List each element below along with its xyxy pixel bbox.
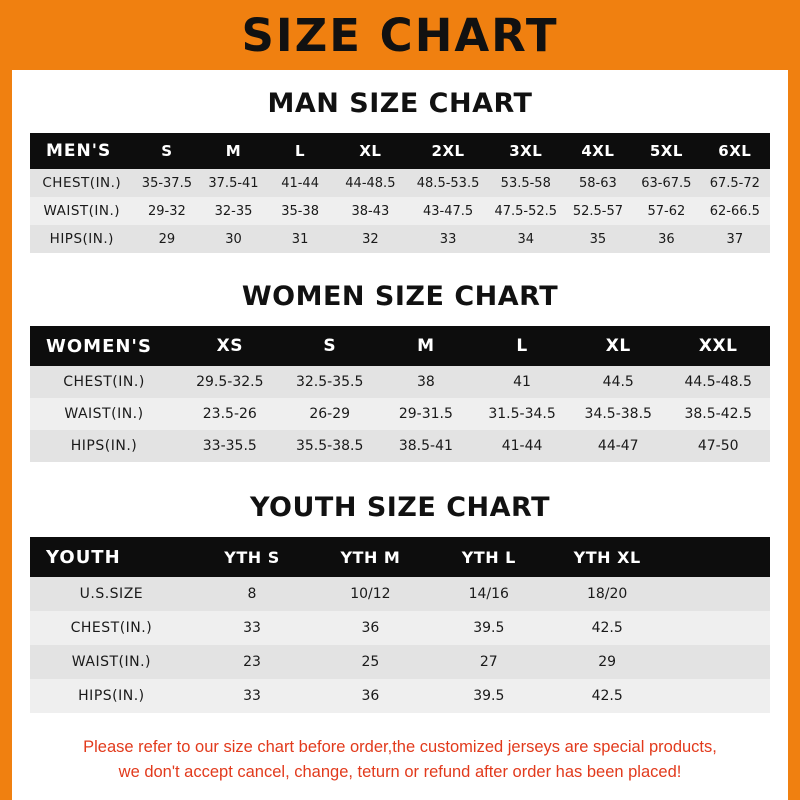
- man-cell: 58-63: [563, 169, 633, 197]
- youth-cell: 42.5: [548, 611, 666, 645]
- man-header-cell: 6XL: [700, 133, 770, 169]
- youth-cell: 42.5: [548, 679, 666, 713]
- man-header-cell: M: [200, 133, 267, 169]
- women-cell: 44.5-48.5: [666, 366, 770, 398]
- women-row-label: CHEST(IN.): [30, 366, 178, 398]
- man-header-cell: 5XL: [633, 133, 700, 169]
- man-row-label: CHEST(IN.): [30, 169, 134, 197]
- women-cell: 35.5-38.5: [282, 430, 378, 462]
- table-row: [30, 577, 770, 611]
- women-row-label: WAIST(IN.): [30, 398, 178, 430]
- man-cell: 35-38: [267, 197, 334, 225]
- women-cell: 38.5-41: [378, 430, 474, 462]
- table-header-row: [30, 326, 770, 366]
- women-header-label: WOMEN'S: [30, 326, 178, 366]
- man-row-label: HIPS(IN.): [30, 225, 134, 253]
- women-cell: 44.5: [570, 366, 666, 398]
- man-cell: 35-37.5: [134, 169, 201, 197]
- order-policy-note: [30, 735, 770, 785]
- man-cell: 52.5-57: [563, 197, 633, 225]
- women-cell: 38: [378, 366, 474, 398]
- man-cell: 30: [200, 225, 267, 253]
- women-cell: 38.5-42.5: [666, 398, 770, 430]
- man-cell: 37.5-41: [200, 169, 267, 197]
- youth-row-label: HIPS(IN.): [30, 679, 193, 713]
- man-cell: 38-43: [333, 197, 407, 225]
- women-size-table: [30, 326, 770, 462]
- women-cell: 23.5-26: [178, 398, 282, 430]
- women-cell: 34.5-38.5: [570, 398, 666, 430]
- women-cell: 33-35.5: [178, 430, 282, 462]
- youth-size-table: [30, 537, 770, 713]
- chart-content: [12, 88, 788, 785]
- man-header-cell: 3XL: [489, 133, 563, 169]
- note-line-1: Please refer to our size chart before order,the customized jerseys are special products,: [83, 738, 717, 756]
- youth-cell: 10/12: [311, 577, 429, 611]
- man-cell: 43-47.5: [407, 197, 488, 225]
- man-cell: 37: [700, 225, 770, 253]
- table-row: [30, 225, 770, 253]
- youth-header-cell: YTH L: [430, 537, 548, 577]
- table-row: [30, 679, 770, 713]
- youth-header-cell: [666, 537, 770, 577]
- table-row: [30, 611, 770, 645]
- man-cell: 44-48.5: [333, 169, 407, 197]
- women-cell: 29.5-32.5: [178, 366, 282, 398]
- table-row: [30, 430, 770, 462]
- man-cell: 33: [407, 225, 488, 253]
- man-cell: 53.5-58: [489, 169, 563, 197]
- man-cell: 29-32: [134, 197, 201, 225]
- man-header-cell: L: [267, 133, 334, 169]
- youth-cell: 33: [193, 679, 311, 713]
- table-row: [30, 398, 770, 430]
- man-cell: 32-35: [200, 197, 267, 225]
- women-cell: 29-31.5: [378, 398, 474, 430]
- table-row: [30, 197, 770, 225]
- youth-row-label: CHEST(IN.): [30, 611, 193, 645]
- youth-cell: 27: [430, 645, 548, 679]
- youth-row-label: WAIST(IN.): [30, 645, 193, 679]
- youth-header-cell: YTH S: [193, 537, 311, 577]
- youth-header-cell: YTH M: [311, 537, 429, 577]
- youth-cell: 29: [548, 645, 666, 679]
- man-cell: 48.5-53.5: [407, 169, 488, 197]
- youth-header-cell: YTH XL: [548, 537, 666, 577]
- women-header-cell: S: [282, 326, 378, 366]
- man-header-cell: XL: [333, 133, 407, 169]
- man-cell: 67.5-72: [700, 169, 770, 197]
- youth-cell: 8: [193, 577, 311, 611]
- women-section-title: WOMEN SIZE CHART: [241, 281, 559, 312]
- man-cell: 41-44: [267, 169, 334, 197]
- women-cell: 47-50: [666, 430, 770, 462]
- table-header-row: [30, 133, 770, 169]
- women-cell: 41: [474, 366, 570, 398]
- youth-cell: 39.5: [430, 611, 548, 645]
- youth-cell: 33: [193, 611, 311, 645]
- man-cell: 32: [333, 225, 407, 253]
- youth-section-title: YOUTH SIZE CHART: [249, 492, 551, 523]
- women-row-label: HIPS(IN.): [30, 430, 178, 462]
- youth-cell: 23: [193, 645, 311, 679]
- man-header-cell: 2XL: [407, 133, 488, 169]
- man-cell: 34: [489, 225, 563, 253]
- table-row: [30, 169, 770, 197]
- youth-cell: 36: [311, 611, 429, 645]
- man-header-label: MEN'S: [30, 133, 134, 169]
- women-cell: 26-29: [282, 398, 378, 430]
- page-title: SIZE CHART: [241, 8, 559, 62]
- women-cell: 41-44: [474, 430, 570, 462]
- women-header-cell: XL: [570, 326, 666, 366]
- man-cell: 63-67.5: [633, 169, 700, 197]
- man-section-title: MAN SIZE CHART: [267, 88, 533, 119]
- youth-cell: 36: [311, 679, 429, 713]
- youth-cell: [666, 679, 770, 713]
- women-cell: 44-47: [570, 430, 666, 462]
- women-cell: 31.5-34.5: [474, 398, 570, 430]
- man-header-cell: S: [134, 133, 201, 169]
- youth-cell: 39.5: [430, 679, 548, 713]
- youth-cell: [666, 611, 770, 645]
- women-header-cell: L: [474, 326, 570, 366]
- man-cell: 57-62: [633, 197, 700, 225]
- page-banner: [12, 0, 788, 70]
- youth-row-label: U.S.SIZE: [30, 577, 193, 611]
- man-row-label: WAIST(IN.): [30, 197, 134, 225]
- youth-cell: 25: [311, 645, 429, 679]
- man-cell: 47.5-52.5: [489, 197, 563, 225]
- table-header-row: [30, 537, 770, 577]
- table-row: [30, 645, 770, 679]
- man-header-cell: 4XL: [563, 133, 633, 169]
- table-row: [30, 366, 770, 398]
- youth-cell: 14/16: [430, 577, 548, 611]
- man-cell: 36: [633, 225, 700, 253]
- women-header-cell: M: [378, 326, 474, 366]
- youth-cell: [666, 645, 770, 679]
- man-cell: 62-66.5: [700, 197, 770, 225]
- man-cell: 35: [563, 225, 633, 253]
- youth-header-label: YOUTH: [30, 537, 193, 577]
- women-header-cell: XS: [178, 326, 282, 366]
- women-cell: 32.5-35.5: [282, 366, 378, 398]
- man-cell: 29: [134, 225, 201, 253]
- man-cell: 31: [267, 225, 334, 253]
- youth-cell: [666, 577, 770, 611]
- women-header-cell: XXL: [666, 326, 770, 366]
- youth-cell: 18/20: [548, 577, 666, 611]
- note-line-2: we don't accept cancel, change, teturn or refund after order has been placed!: [118, 762, 682, 781]
- man-size-table: [30, 133, 770, 253]
